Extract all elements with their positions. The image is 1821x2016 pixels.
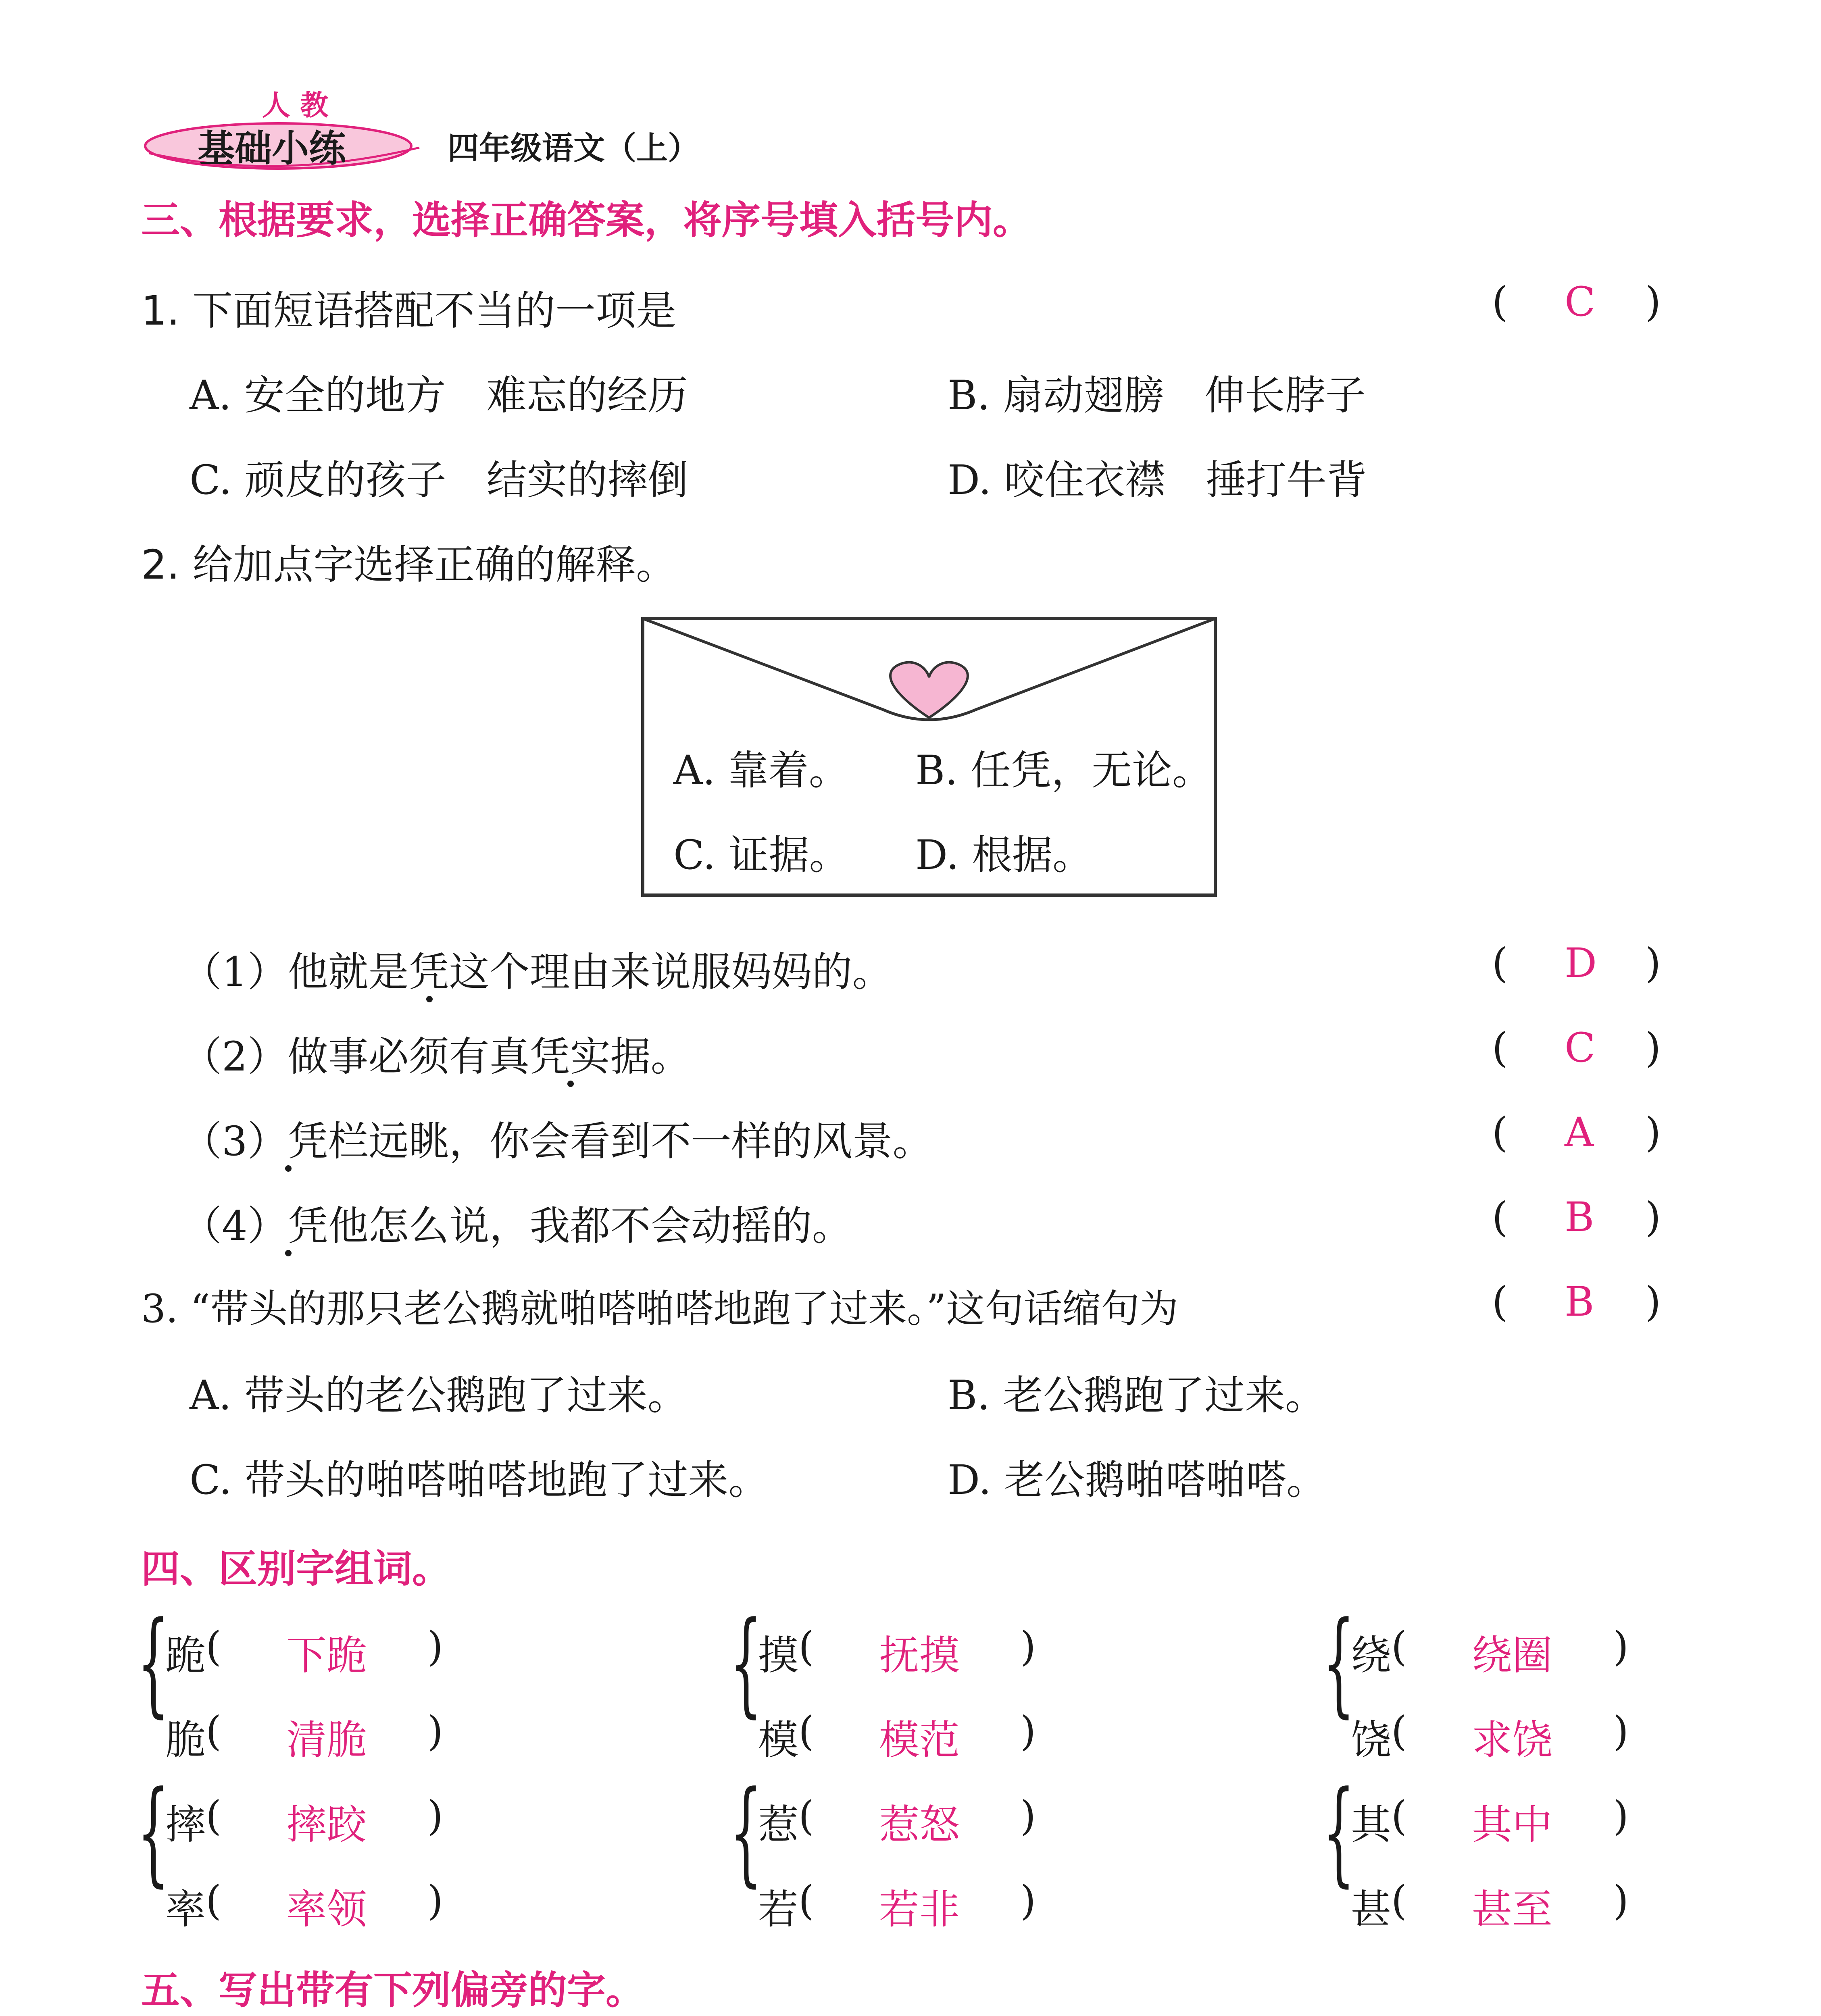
- grade-subject: 四年级语文（上）: [448, 130, 700, 167]
- paren-right: ): [427, 1623, 444, 1670]
- char: 绕: [1351, 1632, 1391, 1679]
- paren-left: (: [798, 1623, 815, 1670]
- brace: {: [137, 1597, 170, 1729]
- series-title: 基础小练: [198, 127, 346, 170]
- paren-left: (: [206, 1708, 222, 1755]
- emphasis-dot: [285, 1165, 292, 1172]
- char: 摸: [758, 1632, 798, 1679]
- paren-left: (: [206, 1877, 222, 1924]
- q2-stem: 2. 给加点字选择正确的解释。: [141, 541, 677, 588]
- card-option-b: B. 任凭，无论。: [915, 747, 1213, 794]
- char: 率: [165, 1886, 206, 1933]
- paren-left: (: [1492, 1109, 1508, 1156]
- q3-stem: 3. “带头的那只老公鹅就啪嗒啪嗒地跑了过来。”这句话缩句为: [141, 1286, 1179, 1331]
- card-option-d: D. 根据。: [915, 831, 1093, 879]
- q1-paren-right: ): [1645, 278, 1661, 325]
- paren-left: (: [206, 1623, 222, 1670]
- paren-right: ): [427, 1792, 444, 1839]
- paren-right: ): [1645, 939, 1661, 987]
- char: 跪: [165, 1632, 206, 1679]
- answer-word[interactable]: 甚至: [1472, 1886, 1552, 1933]
- paren-right: ): [1645, 1109, 1661, 1156]
- paren-right: ): [1613, 1708, 1629, 1755]
- paren-left: (: [1492, 1193, 1508, 1241]
- paren-left: (: [1391, 1792, 1407, 1839]
- q2-item-text: （4）凭他怎么说，我都不会动摇的。: [181, 1202, 852, 1250]
- char: 脆: [165, 1716, 206, 1764]
- q1-option-b: B. 扇动翅膀 伸长脖子: [948, 372, 1366, 419]
- paren-left: (: [798, 1708, 815, 1755]
- card-option-a: A. 靠着。: [673, 747, 849, 794]
- char: 甚: [1351, 1886, 1391, 1933]
- paren-right: ): [1020, 1623, 1036, 1670]
- paren-right: ): [427, 1708, 444, 1755]
- paren-left: (: [1391, 1877, 1407, 1924]
- q3-option-a: A. 带头的老公鹅跑了过来。: [190, 1372, 688, 1419]
- q2-item-answer[interactable]: C: [1565, 1024, 1596, 1071]
- emphasis-dot: [426, 996, 433, 1002]
- q1-stem: 1. 下面短语搭配不当的一项是: [141, 287, 677, 334]
- card-option-c: C. 证据。: [673, 831, 850, 879]
- q1-answer[interactable]: C: [1565, 278, 1596, 325]
- q2-item-text: （2）做事必须有真凭实据。: [181, 1033, 691, 1080]
- answer-word[interactable]: 求饶: [1472, 1716, 1552, 1764]
- paren-right: ): [1645, 1024, 1661, 1071]
- paren-right: ): [1020, 1877, 1036, 1924]
- brace: {: [730, 1597, 763, 1729]
- char: 饶: [1351, 1716, 1391, 1764]
- paren-right: ): [1613, 1877, 1629, 1924]
- edition-label: 人 教: [262, 89, 329, 122]
- brace: {: [1323, 1767, 1355, 1898]
- brace: {: [137, 1767, 170, 1898]
- q3-option-b: B. 老公鹅跑了过来。: [948, 1372, 1326, 1419]
- q2-item-answer[interactable]: B: [1565, 1193, 1594, 1241]
- char: 摔: [165, 1801, 206, 1848]
- answer-word[interactable]: 率领: [286, 1886, 367, 1933]
- q2-item-answer[interactable]: D: [1565, 939, 1597, 987]
- q3-paren-left: (: [1492, 1278, 1508, 1325]
- answer-word[interactable]: 若非: [879, 1886, 960, 1933]
- q2-item-text: （3）凭栏远眺，你会看到不一样的风景。: [181, 1118, 933, 1165]
- emphasis-dot: [567, 1081, 574, 1087]
- paren-left: (: [1492, 939, 1508, 987]
- char: 模: [758, 1716, 798, 1764]
- brace: {: [1323, 1597, 1355, 1729]
- answer-word[interactable]: 抚摸: [879, 1632, 960, 1679]
- paren-right: ): [1020, 1708, 1036, 1755]
- q2-item-answer[interactable]: A: [1565, 1109, 1594, 1156]
- emphasis-dot: [285, 1250, 292, 1256]
- q3-answer[interactable]: B: [1565, 1278, 1594, 1325]
- brace: {: [730, 1767, 763, 1898]
- q2-item-text: （1）他就是凭这个理由来说服妈妈的。: [181, 948, 893, 996]
- paren-right: ): [1645, 1193, 1661, 1241]
- section4-title: 四、区别字组词。: [141, 1546, 451, 1591]
- answer-word[interactable]: 绕圈: [1472, 1632, 1552, 1679]
- q1-option-d: D. 咬住衣襟 捶打牛背: [948, 456, 1367, 504]
- section3-title: 三、根据要求，选择正确答案，将序号填入括号内。: [141, 198, 1031, 243]
- q3-option-c: C. 带头的啪嗒啪嗒地跑了过来。: [190, 1456, 769, 1504]
- q1-option-c: C. 顽皮的孩子 结实的摔倒: [190, 456, 688, 504]
- answer-word[interactable]: 下跪: [286, 1632, 367, 1679]
- paren-right: ): [1613, 1623, 1629, 1670]
- answer-word[interactable]: 摔跤: [286, 1801, 367, 1848]
- q1-paren-left: (: [1492, 278, 1508, 325]
- answer-word[interactable]: 模范: [879, 1716, 960, 1764]
- paren-right: ): [1613, 1792, 1629, 1839]
- q1-option-a: A. 安全的地方 难忘的经历: [190, 372, 688, 419]
- char: 惹: [758, 1801, 798, 1848]
- paren-right: ): [427, 1877, 444, 1924]
- paren-left: (: [798, 1877, 815, 1924]
- q3-paren-right: ): [1645, 1278, 1661, 1325]
- answer-word[interactable]: 惹怒: [879, 1801, 960, 1848]
- paren-left: (: [1391, 1623, 1407, 1670]
- char: 若: [758, 1886, 798, 1933]
- char: 其: [1351, 1801, 1391, 1848]
- section5-title: 五、写出带有下列偏旁的字。: [141, 1968, 644, 2013]
- q3-option-d: D. 老公鹅啪嗒啪嗒。: [948, 1456, 1327, 1504]
- paren-right: ): [1020, 1792, 1036, 1839]
- answer-word[interactable]: 清脆: [286, 1716, 367, 1764]
- paren-left: (: [1391, 1708, 1407, 1755]
- paren-left: (: [798, 1792, 815, 1839]
- paren-left: (: [1492, 1024, 1508, 1071]
- answer-word[interactable]: 其中: [1472, 1801, 1552, 1848]
- paren-left: (: [206, 1792, 222, 1839]
